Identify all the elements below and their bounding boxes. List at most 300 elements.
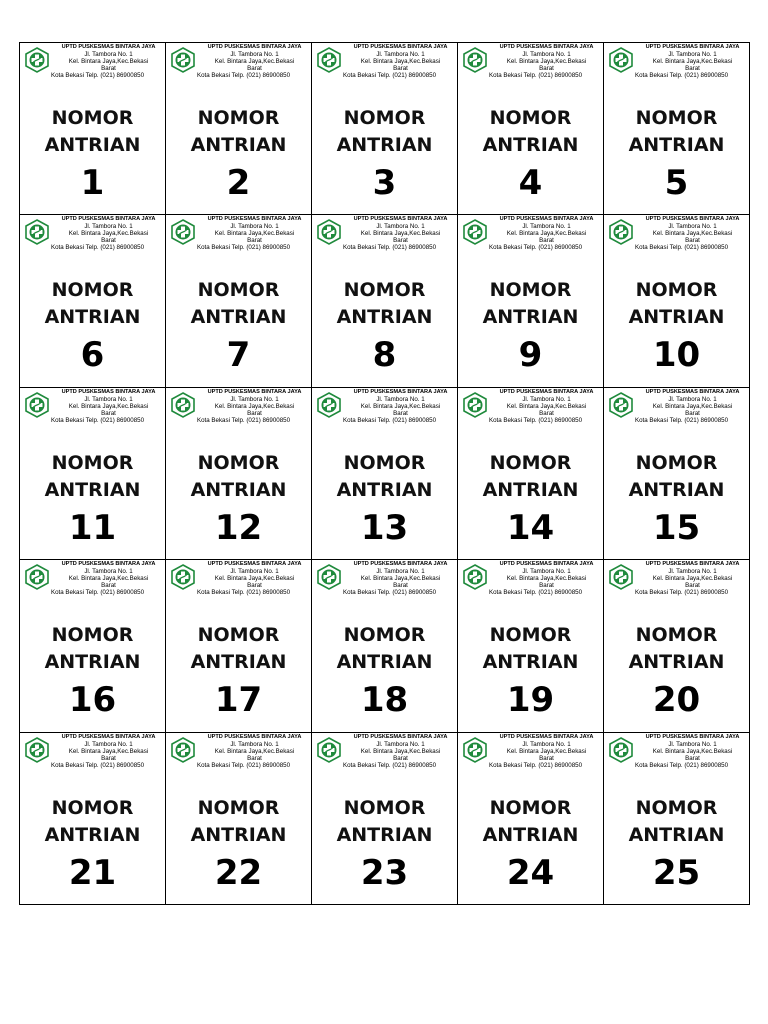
queue-number: 22	[214, 852, 263, 893]
puskesmas-logo-icon	[316, 47, 342, 73]
queue-ticket-12	[166, 388, 312, 560]
clinic-name: UPTD PUSKESMAS BINTARA JAYA	[645, 733, 740, 740]
queue-label-line2: ANTRIAN	[336, 306, 433, 329]
queue-ticket-11	[20, 388, 166, 560]
queue-label-line1: NOMOR	[343, 796, 426, 819]
clinic-phone: Kota Bekasi Telp. (021) 86900850	[488, 72, 583, 79]
queue-label-line1: NOMOR	[197, 451, 280, 474]
clinic-area-2: Barat	[247, 65, 262, 72]
clinic-header	[488, 388, 601, 424]
clinic-area: Kel. Bintara Jaya,Kec.Bekasi	[506, 575, 587, 583]
clinic-street: Jl. Tambora No. 1	[522, 740, 571, 748]
queue-label	[458, 795, 603, 849]
clinic-area: Kel. Bintara Jaya,Kec.Bekasi	[506, 230, 587, 238]
queue-ticket-24	[458, 733, 604, 905]
clinic-header	[488, 561, 601, 597]
clinic-area: Kel. Bintara Jaya,Kec.Bekasi	[360, 747, 441, 755]
clinic-name: UPTD PUSKESMAS BINTARA JAYA	[207, 561, 302, 568]
clinic-phone: Kota Bekasi Telp. (021) 86900850	[488, 589, 583, 597]
clinic-area: Kel. Bintara Jaya,Kec.Bekasi	[506, 58, 587, 65]
queue-label	[20, 105, 165, 159]
queue-ticket-3	[312, 43, 458, 215]
clinic-street: Jl. Tambora No. 1	[376, 568, 425, 576]
puskesmas-logo-icon	[462, 392, 488, 418]
queue-number: 4	[518, 163, 543, 203]
queue-label-line1: NOMOR	[197, 279, 280, 302]
queue-number: 20	[652, 680, 701, 721]
clinic-phone: Kota Bekasi Telp. (021) 86900850	[634, 589, 729, 597]
clinic-header	[488, 44, 601, 79]
clinic-name: UPTD PUSKESMAS BINTARA JAYA	[645, 216, 740, 223]
queue-label-line2: ANTRIAN	[336, 134, 433, 156]
queue-label	[20, 622, 165, 676]
clinic-phone: Kota Bekasi Telp. (021) 86900850	[50, 589, 145, 597]
queue-label	[166, 277, 311, 331]
queue-label-line2: ANTRIAN	[482, 823, 579, 846]
queue-label-line2: ANTRIAN	[190, 823, 287, 846]
queue-number: 1	[80, 163, 105, 203]
clinic-phone: Kota Bekasi Telp. (021) 86900850	[342, 761, 437, 769]
queue-label-line2: ANTRIAN	[44, 478, 141, 501]
queue-ticket-7	[166, 215, 312, 387]
queue-number: 10	[652, 335, 701, 376]
clinic-header	[50, 388, 163, 424]
puskesmas-logo-icon	[24, 564, 50, 590]
clinic-phone: Kota Bekasi Telp. (021) 86900850	[50, 416, 145, 424]
queue-label-line2: ANTRIAN	[628, 134, 725, 156]
queue-ticket-17	[166, 560, 312, 732]
queue-ticket-21	[20, 733, 166, 905]
clinic-street: Jl. Tambora No. 1	[84, 568, 133, 576]
clinic-header	[634, 216, 747, 252]
queue-label-line1: NOMOR	[51, 624, 134, 647]
queue-ticket-25	[604, 733, 750, 905]
clinic-area: Kel. Bintara Jaya,Kec.Bekasi	[652, 747, 733, 755]
clinic-street: Jl. Tambora No. 1	[230, 223, 279, 231]
clinic-header	[342, 561, 455, 597]
clinic-area: Kel. Bintara Jaya,Kec.Bekasi	[68, 402, 149, 410]
queue-label	[458, 277, 603, 331]
queue-label-line1: NOMOR	[51, 451, 134, 474]
clinic-name: UPTD PUSKESMAS BINTARA JAYA	[207, 216, 302, 223]
clinic-area-2: Barat	[247, 754, 262, 762]
clinic-street: Jl. Tambora No. 1	[84, 395, 133, 403]
puskesmas-logo-icon	[24, 219, 50, 245]
puskesmas-logo-icon	[608, 737, 634, 763]
queue-number: 17	[214, 680, 263, 721]
queue-label-line1: NOMOR	[489, 279, 572, 302]
queue-label-line2: ANTRIAN	[482, 478, 579, 501]
queue-label	[20, 277, 165, 331]
queue-label	[312, 277, 457, 331]
clinic-phone: Kota Bekasi Telp. (021) 86900850	[342, 72, 437, 79]
clinic-header	[50, 44, 163, 79]
queue-ticket-22	[166, 733, 312, 905]
clinic-area-2: Barat	[685, 409, 700, 417]
clinic-phone: Kota Bekasi Telp. (021) 86900850	[634, 72, 729, 79]
clinic-area: Kel. Bintara Jaya,Kec.Bekasi	[360, 58, 441, 65]
queue-label-line1: NOMOR	[343, 107, 426, 129]
queue-number: 21	[68, 852, 117, 893]
clinic-area-2: Barat	[539, 65, 554, 72]
queue-number: 24	[506, 852, 555, 893]
clinic-area: Kel. Bintara Jaya,Kec.Bekasi	[214, 58, 295, 65]
queue-label-line1: NOMOR	[635, 279, 718, 302]
queue-label	[312, 105, 457, 159]
clinic-name: UPTD PUSKESMAS BINTARA JAYA	[61, 388, 156, 395]
queue-number: 15	[652, 507, 701, 548]
clinic-area-2: Barat	[539, 409, 554, 417]
queue-ticket-5	[604, 43, 750, 215]
clinic-phone: Kota Bekasi Telp. (021) 86900850	[634, 244, 729, 252]
clinic-name: UPTD PUSKESMAS BINTARA JAYA	[353, 733, 448, 740]
queue-number: 18	[360, 680, 409, 721]
queue-label-line2: ANTRIAN	[628, 306, 725, 329]
clinic-area-2: Barat	[101, 582, 116, 590]
queue-label	[166, 105, 311, 159]
puskesmas-logo-icon	[462, 564, 488, 590]
clinic-header	[50, 733, 163, 769]
queue-ticket-14	[458, 388, 604, 560]
clinic-street: Jl. Tambora No. 1	[376, 51, 425, 58]
puskesmas-logo-icon	[316, 564, 342, 590]
queue-label	[458, 450, 603, 504]
queue-number: 8	[372, 335, 397, 376]
clinic-name: UPTD PUSKESMAS BINTARA JAYA	[645, 388, 740, 395]
queue-number: 19	[506, 680, 555, 721]
clinic-area-2: Barat	[247, 409, 262, 417]
clinic-name: UPTD PUSKESMAS BINTARA JAYA	[61, 733, 156, 740]
queue-label-line2: ANTRIAN	[44, 651, 141, 674]
queue-number: 5	[664, 163, 689, 203]
clinic-area-2: Barat	[101, 237, 116, 245]
clinic-area: Kel. Bintara Jaya,Kec.Bekasi	[214, 230, 295, 238]
clinic-name: UPTD PUSKESMAS BINTARA JAYA	[499, 388, 594, 395]
queue-label-line1: NOMOR	[51, 796, 134, 819]
puskesmas-logo-icon	[608, 47, 634, 73]
puskesmas-logo-icon	[462, 737, 488, 763]
queue-label-line1: NOMOR	[343, 279, 426, 302]
puskesmas-logo-icon	[24, 392, 50, 418]
queue-label	[166, 795, 311, 849]
queue-label	[312, 450, 457, 504]
clinic-header	[196, 388, 309, 424]
queue-label-line1: NOMOR	[197, 624, 280, 647]
clinic-header	[634, 44, 747, 79]
clinic-name: UPTD PUSKESMAS BINTARA JAYA	[499, 44, 594, 50]
clinic-phone: Kota Bekasi Telp. (021) 86900850	[50, 72, 145, 79]
queue-ticket-9	[458, 215, 604, 387]
clinic-area-2: Barat	[393, 237, 408, 245]
queue-label-line2: ANTRIAN	[628, 478, 725, 501]
clinic-name: UPTD PUSKESMAS BINTARA JAYA	[353, 44, 448, 50]
queue-ticket-8	[312, 215, 458, 387]
clinic-name: UPTD PUSKESMAS BINTARA JAYA	[61, 44, 156, 50]
clinic-name: UPTD PUSKESMAS BINTARA JAYA	[207, 388, 302, 395]
clinic-area-2: Barat	[539, 582, 554, 590]
clinic-area-2: Barat	[393, 409, 408, 417]
clinic-header	[342, 216, 455, 252]
clinic-header	[634, 561, 747, 597]
queue-label-line1: NOMOR	[51, 279, 134, 302]
queue-number: 16	[68, 680, 117, 721]
queue-label-line1: NOMOR	[343, 624, 426, 647]
queue-number: 12	[214, 507, 263, 548]
clinic-area-2: Barat	[101, 754, 116, 762]
puskesmas-logo-icon	[170, 564, 196, 590]
queue-ticket-19	[458, 560, 604, 732]
queue-label	[604, 450, 749, 504]
clinic-area: Kel. Bintara Jaya,Kec.Bekasi	[360, 230, 441, 238]
queue-label-line1: NOMOR	[489, 107, 572, 129]
puskesmas-logo-icon	[608, 564, 634, 590]
clinic-street: Jl. Tambora No. 1	[376, 740, 425, 748]
clinic-area: Kel. Bintara Jaya,Kec.Bekasi	[506, 402, 587, 410]
clinic-phone: Kota Bekasi Telp. (021) 86900850	[488, 416, 583, 424]
clinic-street: Jl. Tambora No. 1	[522, 51, 571, 58]
queue-label	[166, 622, 311, 676]
puskesmas-logo-icon	[462, 219, 488, 245]
clinic-area: Kel. Bintara Jaya,Kec.Bekasi	[360, 402, 441, 410]
queue-ticket-1	[20, 43, 166, 215]
queue-label-line1: NOMOR	[197, 107, 280, 129]
queue-ticket-2	[166, 43, 312, 215]
queue-label-line1: NOMOR	[635, 624, 718, 647]
queue-label	[458, 105, 603, 159]
puskesmas-logo-icon	[170, 47, 196, 73]
queue-label	[458, 622, 603, 676]
queue-label	[604, 622, 749, 676]
puskesmas-logo-icon	[462, 47, 488, 73]
queue-label	[312, 795, 457, 849]
queue-number: 3	[372, 163, 397, 203]
clinic-header	[196, 216, 309, 252]
clinic-name: UPTD PUSKESMAS BINTARA JAYA	[353, 388, 448, 395]
clinic-street: Jl. Tambora No. 1	[84, 51, 133, 58]
clinic-phone: Kota Bekasi Telp. (021) 86900850	[196, 589, 291, 597]
queue-ticket-23	[312, 733, 458, 905]
clinic-name: UPTD PUSKESMAS BINTARA JAYA	[499, 561, 594, 568]
clinic-area: Kel. Bintara Jaya,Kec.Bekasi	[214, 575, 295, 583]
clinic-area-2: Barat	[101, 409, 116, 417]
clinic-area-2: Barat	[685, 582, 700, 590]
queue-label-line2: ANTRIAN	[190, 651, 287, 674]
queue-ticket-15	[604, 388, 750, 560]
clinic-area-2: Barat	[539, 237, 554, 245]
queue-number: 25	[652, 852, 701, 893]
clinic-phone: Kota Bekasi Telp. (021) 86900850	[196, 416, 291, 424]
clinic-phone: Kota Bekasi Telp. (021) 86900850	[342, 416, 437, 424]
clinic-name: UPTD PUSKESMAS BINTARA JAYA	[645, 561, 740, 568]
clinic-phone: Kota Bekasi Telp. (021) 86900850	[50, 244, 145, 252]
queue-label	[604, 277, 749, 331]
puskesmas-logo-icon	[170, 219, 196, 245]
clinic-phone: Kota Bekasi Telp. (021) 86900850	[634, 761, 729, 769]
clinic-street: Jl. Tambora No. 1	[230, 740, 279, 748]
clinic-street: Jl. Tambora No. 1	[522, 223, 571, 231]
queue-ticket-20	[604, 560, 750, 732]
puskesmas-logo-icon	[608, 219, 634, 245]
clinic-name: UPTD PUSKESMAS BINTARA JAYA	[499, 733, 594, 740]
queue-number: 23	[360, 852, 409, 893]
clinic-area: Kel. Bintara Jaya,Kec.Bekasi	[652, 58, 733, 65]
clinic-street: Jl. Tambora No. 1	[230, 568, 279, 576]
clinic-area: Kel. Bintara Jaya,Kec.Bekasi	[506, 747, 587, 755]
queue-label-line2: ANTRIAN	[482, 651, 579, 674]
clinic-area: Kel. Bintara Jaya,Kec.Bekasi	[68, 575, 149, 583]
puskesmas-logo-icon	[316, 392, 342, 418]
clinic-street: Jl. Tambora No. 1	[230, 51, 279, 58]
clinic-phone: Kota Bekasi Telp. (021) 86900850	[342, 589, 437, 597]
clinic-area: Kel. Bintara Jaya,Kec.Bekasi	[68, 230, 149, 238]
queue-ticket-18	[312, 560, 458, 732]
queue-label	[20, 795, 165, 849]
clinic-header	[634, 388, 747, 424]
queue-label-line2: ANTRIAN	[628, 651, 725, 674]
clinic-street: Jl. Tambora No. 1	[522, 395, 571, 403]
queue-label	[312, 622, 457, 676]
queue-label-line2: ANTRIAN	[482, 134, 579, 156]
clinic-area-2: Barat	[393, 754, 408, 762]
queue-ticket-6	[20, 215, 166, 387]
queue-label-line1: NOMOR	[635, 451, 718, 474]
queue-label-line2: ANTRIAN	[190, 134, 287, 156]
clinic-area-2: Barat	[685, 237, 700, 245]
queue-number: 13	[360, 507, 409, 548]
clinic-area-2: Barat	[247, 582, 262, 590]
clinic-phone: Kota Bekasi Telp. (021) 86900850	[196, 72, 291, 79]
queue-label	[20, 450, 165, 504]
clinic-area: Kel. Bintara Jaya,Kec.Bekasi	[68, 58, 149, 65]
clinic-name: UPTD PUSKESMAS BINTARA JAYA	[353, 216, 448, 223]
queue-ticket-16	[20, 560, 166, 732]
queue-label-line2: ANTRIAN	[190, 306, 287, 329]
puskesmas-logo-icon	[170, 392, 196, 418]
clinic-name: UPTD PUSKESMAS BINTARA JAYA	[499, 216, 594, 223]
queue-ticket-4	[458, 43, 604, 215]
clinic-area-2: Barat	[685, 65, 700, 72]
queue-number: 14	[506, 507, 555, 548]
clinic-header	[342, 733, 455, 769]
clinic-header	[342, 388, 455, 424]
clinic-header	[488, 216, 601, 252]
queue-label-line2: ANTRIAN	[44, 306, 141, 329]
clinic-phone: Kota Bekasi Telp. (021) 86900850	[488, 244, 583, 252]
clinic-name: UPTD PUSKESMAS BINTARA JAYA	[61, 561, 156, 568]
clinic-header	[634, 733, 747, 769]
clinic-area: Kel. Bintara Jaya,Kec.Bekasi	[652, 402, 733, 410]
queue-label-line2: ANTRIAN	[628, 823, 725, 846]
clinic-street: Jl. Tambora No. 1	[376, 223, 425, 231]
clinic-area: Kel. Bintara Jaya,Kec.Bekasi	[68, 747, 149, 755]
clinic-area: Kel. Bintara Jaya,Kec.Bekasi	[652, 575, 733, 583]
clinic-name: UPTD PUSKESMAS BINTARA JAYA	[645, 44, 740, 50]
clinic-street: Jl. Tambora No. 1	[522, 568, 571, 576]
clinic-header	[196, 733, 309, 769]
queue-label-line2: ANTRIAN	[336, 651, 433, 674]
queue-number: 6	[80, 335, 105, 376]
queue-label-line1: NOMOR	[343, 451, 426, 474]
queue-number: 11	[68, 507, 117, 548]
clinic-name: UPTD PUSKESMAS BINTARA JAYA	[207, 733, 302, 740]
clinic-street: Jl. Tambora No. 1	[230, 395, 279, 403]
queue-label	[604, 795, 749, 849]
clinic-street: Jl. Tambora No. 1	[84, 740, 133, 748]
clinic-street: Jl. Tambora No. 1	[668, 395, 717, 403]
queue-label-line1: NOMOR	[489, 796, 572, 819]
puskesmas-logo-icon	[170, 737, 196, 763]
puskesmas-logo-icon	[608, 392, 634, 418]
clinic-area-2: Barat	[393, 65, 408, 72]
queue-label-line2: ANTRIAN	[44, 823, 141, 846]
clinic-area-2: Barat	[101, 65, 116, 72]
queue-label-line1: NOMOR	[489, 624, 572, 647]
clinic-area-2: Barat	[539, 754, 554, 762]
queue-label	[166, 450, 311, 504]
queue-number: 9	[518, 335, 543, 376]
clinic-header	[50, 561, 163, 597]
queue-label-line2: ANTRIAN	[190, 478, 287, 501]
queue-label-line2: ANTRIAN	[336, 478, 433, 501]
queue-label-line2: ANTRIAN	[44, 134, 141, 156]
clinic-phone: Kota Bekasi Telp. (021) 86900850	[50, 761, 145, 769]
puskesmas-logo-icon	[24, 47, 50, 73]
queue-label-line1: NOMOR	[197, 796, 280, 819]
queue-label	[604, 105, 749, 159]
puskesmas-logo-icon	[24, 737, 50, 763]
puskesmas-logo-icon	[316, 219, 342, 245]
queue-number: 2	[226, 163, 251, 203]
queue-number: 7	[226, 335, 251, 376]
clinic-street: Jl. Tambora No. 1	[668, 740, 717, 748]
clinic-header	[342, 44, 455, 79]
clinic-street: Jl. Tambora No. 1	[668, 51, 717, 58]
clinic-phone: Kota Bekasi Telp. (021) 86900850	[196, 761, 291, 769]
clinic-phone: Kota Bekasi Telp. (021) 86900850	[488, 761, 583, 769]
clinic-name: UPTD PUSKESMAS BINTARA JAYA	[61, 216, 156, 223]
clinic-street: Jl. Tambora No. 1	[376, 395, 425, 403]
clinic-header	[196, 561, 309, 597]
queue-ticket-10	[604, 215, 750, 387]
clinic-phone: Kota Bekasi Telp. (021) 86900850	[634, 416, 729, 424]
clinic-area: Kel. Bintara Jaya,Kec.Bekasi	[214, 747, 295, 755]
queue-ticket-13	[312, 388, 458, 560]
clinic-phone: Kota Bekasi Telp. (021) 86900850	[196, 244, 291, 252]
clinic-header	[50, 216, 163, 252]
queue-label-line1: NOMOR	[635, 796, 718, 819]
puskesmas-logo-icon	[316, 737, 342, 763]
clinic-area: Kel. Bintara Jaya,Kec.Bekasi	[360, 575, 441, 583]
clinic-area-2: Barat	[685, 754, 700, 762]
clinic-phone: Kota Bekasi Telp. (021) 86900850	[342, 244, 437, 252]
queue-label-line1: NOMOR	[635, 107, 718, 129]
queue-label-line2: ANTRIAN	[482, 306, 579, 329]
queue-label-line1: NOMOR	[489, 451, 572, 474]
clinic-street: Jl. Tambora No. 1	[84, 223, 133, 231]
clinic-street: Jl. Tambora No. 1	[668, 568, 717, 576]
clinic-header	[488, 733, 601, 769]
queue-label-line1: NOMOR	[51, 107, 134, 129]
clinic-header	[196, 44, 309, 79]
clinic-area: Kel. Bintara Jaya,Kec.Bekasi	[652, 230, 733, 238]
clinic-area-2: Barat	[247, 237, 262, 245]
clinic-street: Jl. Tambora No. 1	[668, 223, 717, 231]
clinic-name: UPTD PUSKESMAS BINTARA JAYA	[207, 44, 302, 50]
clinic-area-2: Barat	[393, 582, 408, 590]
clinic-area: Kel. Bintara Jaya,Kec.Bekasi	[214, 402, 295, 410]
clinic-name: UPTD PUSKESMAS BINTARA JAYA	[353, 561, 448, 568]
queue-label-line2: ANTRIAN	[336, 823, 433, 846]
